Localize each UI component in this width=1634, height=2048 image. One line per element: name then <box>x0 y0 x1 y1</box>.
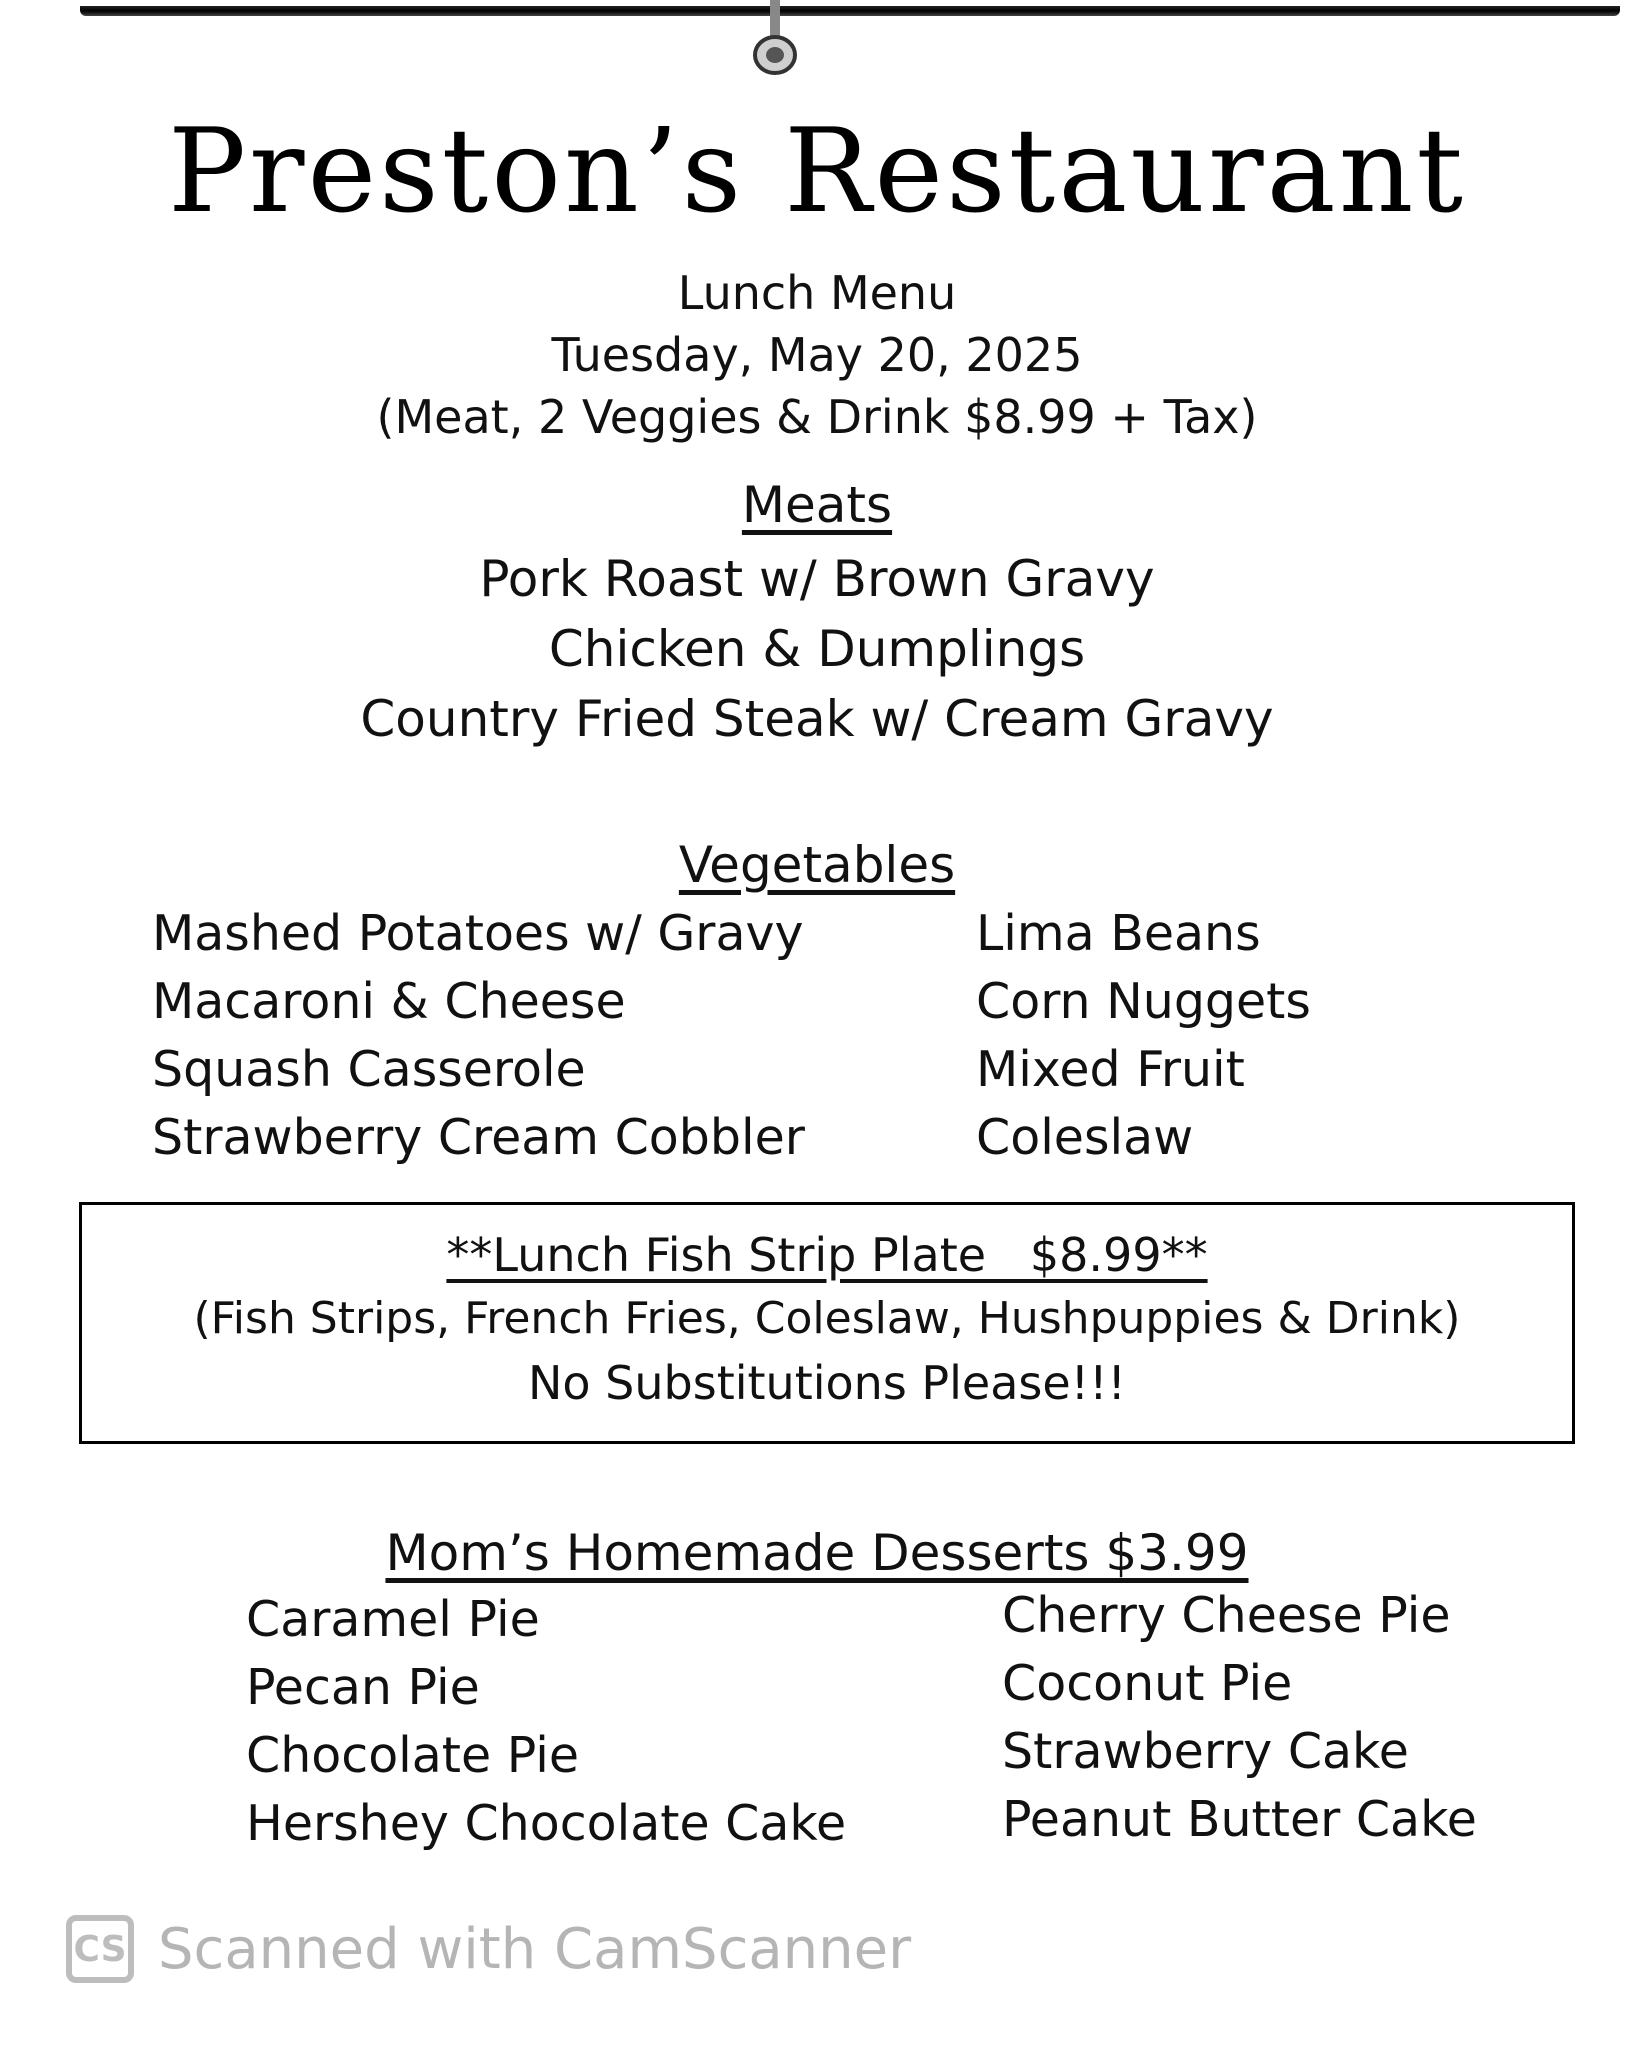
dessert-item: Cherry Cheese Pie <box>1002 1587 1451 1644</box>
dessert-item: Pecan Pie <box>246 1659 480 1716</box>
desserts-left-column <box>246 1586 846 1858</box>
special-title: **Lunch Fish Strip Plate $8.99** <box>446 1228 1208 1282</box>
fish-special-box <box>79 1202 1575 1444</box>
vegetable-item: Macaroni & Cheese <box>152 973 626 1030</box>
desserts-right-column <box>1002 1582 1477 1854</box>
camscanner-watermark <box>66 1914 911 1984</box>
watermark-text: Scanned with CamScanner <box>158 1916 912 1982</box>
vegetables-left-column <box>152 900 805 1172</box>
menu-date: Tuesday, May 20, 2025 <box>551 328 1083 382</box>
binder-clip-icon <box>750 0 800 90</box>
vegetable-item: Mixed Fruit <box>976 1041 1245 1098</box>
meat-item: Pork Roast w/ Brown Gravy <box>479 550 1155 608</box>
vegetable-item: Mashed Potatoes w/ Gravy <box>152 905 804 962</box>
vegetables-heading: Vegetables <box>678 836 956 894</box>
dessert-item: Coconut Pie <box>1002 1655 1293 1712</box>
vegetable-item: Strawberry Cream Cobbler <box>152 1109 805 1166</box>
menu-type: Lunch Menu <box>677 266 957 320</box>
meat-item: Country Fried Steak w/ Cream Gravy <box>360 690 1274 748</box>
vegetable-item: Coleslaw <box>976 1109 1194 1166</box>
meat-item: Chicken & Dumplings <box>548 620 1086 678</box>
special-details: (Fish Strips, French Fries, Coleslaw, Hushpuppies & Drink) <box>193 1293 1461 1344</box>
special-note: No Substitutions Please!!! <box>528 1356 1126 1410</box>
price-note: (Meat, 2 Veggies & Drink $8.99 + Tax) <box>376 390 1258 444</box>
dessert-item: Peanut Butter Cake <box>1002 1791 1477 1848</box>
dessert-item: Caramel Pie <box>246 1591 540 1648</box>
meats-heading: Meats <box>741 476 893 534</box>
vegetable-item: Squash Casserole <box>152 1041 586 1098</box>
restaurant-title: Preston’s Restaurant <box>167 104 1467 239</box>
dessert-item: Chocolate Pie <box>246 1727 579 1784</box>
vegetable-item: Lima Beans <box>976 905 1261 962</box>
dessert-item: Hershey Chocolate Cake <box>246 1795 847 1852</box>
vegetable-item: Corn Nuggets <box>976 973 1311 1030</box>
vegetables-right-column <box>976 900 1311 1172</box>
menu-board-rail <box>80 6 1620 16</box>
desserts-heading: Mom’s Homemade Desserts $3.99 <box>385 1524 1249 1582</box>
dessert-item: Strawberry Cake <box>1002 1723 1409 1780</box>
camscanner-logo-icon: CS <box>66 1915 134 1983</box>
